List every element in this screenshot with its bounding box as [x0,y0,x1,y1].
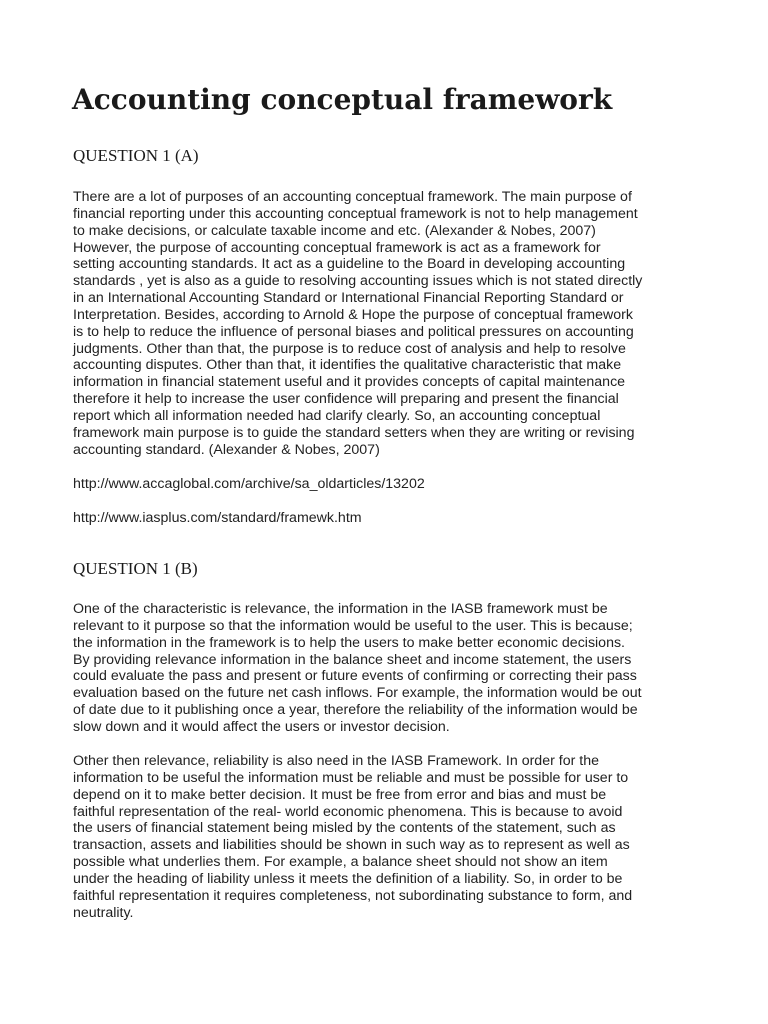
paragraph-line: One of the characteristic is relevance, the information in the IASB framework must be [73,601,608,617]
paragraph-line: neutrality. [73,904,134,921]
acca-global-link[interactable]: http://www.accaglobal.com/archive/sa_oldarticles/13202 [73,476,425,492]
paragraph-line: under the heading of liability unless it meets the definition of a liability. So, in order to be [73,870,623,887]
paragraph-line: slow down and it would affect the users or investor decision. [73,718,450,735]
section-a-paragraph [73,189,703,459]
paragraph-line: However, the purpose of accounting conceptual framework is act as a framework for [73,239,601,256]
paragraph-line: setting accounting standards. It act as a guideline to the Board in developing accounting [73,256,626,273]
paragraph-line: is to help to reduce the influence of personal biases and political pressures on accounting [73,323,634,340]
paragraph-line: relevant to it purpose so that the information would be useful to the user. This is because; [73,617,633,634]
paragraph-line: accounting disputes. Other than that, it identifies the qualitative characteristic that make [73,357,622,374]
section-b-paragraph-2 [73,753,703,921]
paragraph-line: of date due to it publishing once a year, therefore the reliability of the information would be [73,702,638,719]
paragraph-line: therefore it help to increase the user confidence will preparing and present the financial [73,391,619,408]
paragraph-line: Other then relevance, reliability is also need in the IASB Framework. In order for the [73,753,599,769]
paragraph-line: the information in the framework is to help the users to make better economic decisions. [73,634,626,651]
paragraph-line: accounting standard. (Alexander & Nobes, 2007) [73,441,380,458]
paragraph-line: faithful representation of the real- world economic phenomena. This is because to avoid [73,803,623,820]
paragraph-line: financial reporting under this accounting conceptual framework is not to help management [73,205,638,222]
paragraph-line: There are a lot of purposes of an accounting conceptual framework. The main purpose of [73,189,632,205]
paragraph-line: in an International Accounting Standard or International Financial Reporting Standard or [73,290,624,307]
section-a-heading: QUESTION 1 (A) [73,146,199,165]
paragraph-line: framework main purpose is to guide the standard setters when they are writing or revising [73,424,635,441]
section-b-heading: QUESTION 1 (B) [73,559,198,578]
paragraph-line: transaction, assets and liabilities should be shown in such way as to represent as well as [73,837,630,854]
paragraph-line: evaluation based on the future net cash inflows. For example, the information would be out [73,685,642,702]
document-title: Accounting conceptual framework [72,83,613,116]
paragraph-line: possible what underlies them. For example, a balance sheet should not show an item [73,854,608,871]
paragraph-line: faithful representation it requires completeness, not subordinating substance to form, and [73,887,633,904]
paragraph-line: Interpretation. Besides, according to Arnold & Hope the purpose of conceptual framework [73,306,633,323]
paragraph-line: information in financial statement useful and it provides concepts of capital maintenance [73,374,626,391]
paragraph-line: judgments. Other than that, the purpose is to reduce cost of analysis and help to resolve [73,340,626,357]
paragraph-line: to make decisions, or calculate taxable income and etc. (Alexander & Nobes, 2007) [73,222,596,239]
paragraph-line: information to be useful the information must be reliable and must be possible for user to [73,769,629,786]
iasplus-link[interactable]: http://www.iasplus.com/standard/framewk.htm [73,510,362,526]
paragraph-line: report which all information needed had clarify clearly. So, an accounting conceptual [73,407,601,424]
paragraph-line: the users of financial statement being misled by the contents of the statement, such as [73,820,616,837]
paragraph-line: standards , yet is also as a guide to resolving accounting issues which is not stated directly [73,273,643,290]
paragraph-line: By providing relevance information in the balance sheet and income statement, the users [73,651,632,668]
paragraph-line: depend on it to make better decision. It must be free from error and bias and must be [73,786,607,803]
paragraph-line: could evaluate the pass and present or future events of confirming or correcting their pass [73,668,637,685]
section-b-paragraph-1 [73,601,703,736]
